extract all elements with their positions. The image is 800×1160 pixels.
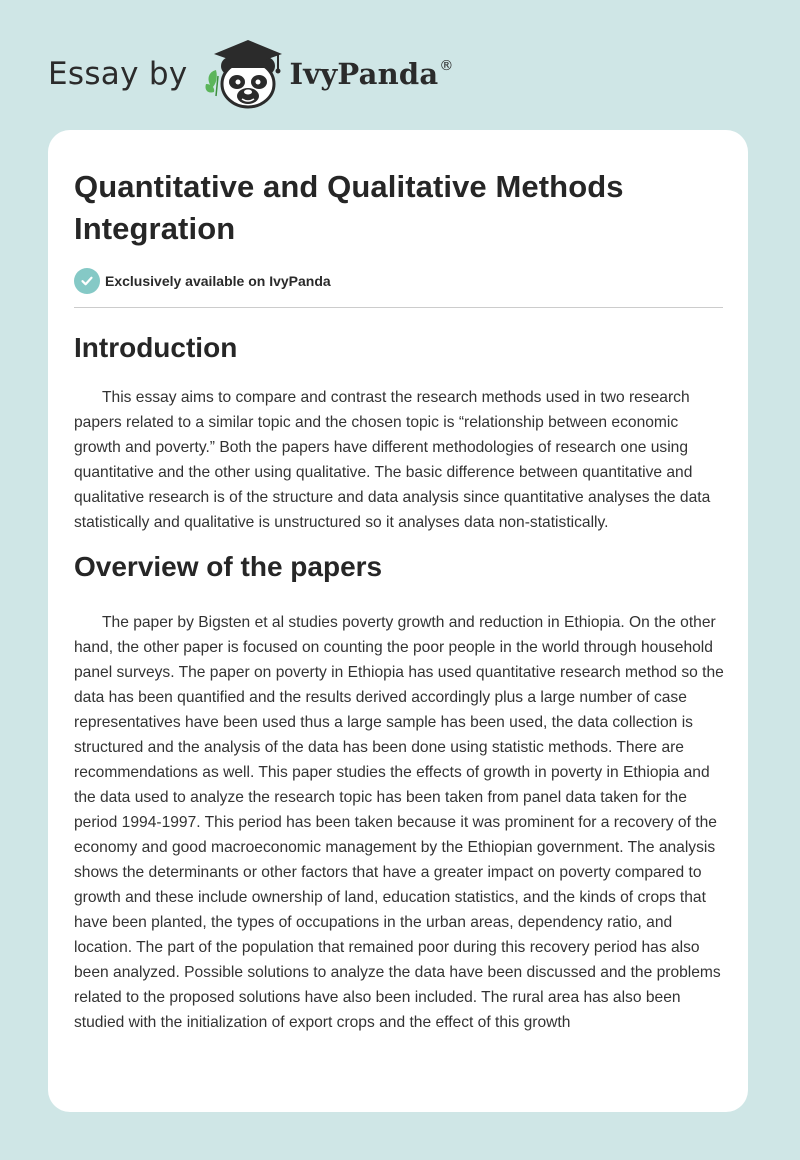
registered-mark: ® [439,58,454,74]
brand-name[interactable]: IvyPanda® [289,57,454,91]
page-title: Quantitative and Qualitative Methods Integration [74,169,624,246]
check-icon [74,268,100,294]
section-text-overview: The paper by Bigsten et al studies poverty growth and reduction in Ethiopia. On the other hand, the other paper is focused on counting the poor people in the world through household panel surveys. The paper on poverty in Ethiopia has used quantitative research method so the data has been quantified and the results derived accordingly plus a large number of case representatives have been used thus a large sample has been used, the data collection is structured and the analysis of the data has been done using statistic methods. There are recommendations as well. This paper studies the effects of growth in poverty in Ethiopia and the data used to analyze the research topic has been taken from panel data taken for the period 1994-1997. This period has been taken because it was prominent for a recovery of the economy and good macroeconomic management by the Ethiopian government. The analysis shows the determinants or other factors that have a greater impact on poverty compared to growth and these include ownership of land, education statistics, and the kinds of crops that have been planted, the types of occupations in the urban areas, dependency ratio, and location. The part of the population that remained poor during this recovery period has also been analyzed. Possible solutions to analyze the data have been discussed and the problems related to the proposed solutions have also been included. The rural area has also been studied with the initialization of export crops and the effect of this growth [74,614,724,1031]
exclusive-badge [74,268,722,294]
essay-card [48,130,748,1112]
exclusive-label: Exclusively available on IvyPanda [105,273,331,289]
section-text-introduction: This essay aims to compare and contrast the research methods used in two research papers related to a similar topic and the chosen topic is “relationship between economic growth and poverty.” Both the papers have different methodologies of research one using quantitative and the other using qualitative. The basic difference between quantitative and qualitative research is of the structure and data analysis since quantitative analyses the data statistically and qualitative is unstructured so it analyses data non-statistically. [74,389,711,531]
section-heading-overview: Overview of the papers [74,551,383,582]
section-heading-introduction: Introduction [74,332,238,363]
divider [74,307,723,308]
essay-by-label: Essay by [48,56,188,92]
site-header [48,34,454,114]
panda-logo-icon[interactable] [202,36,290,112]
